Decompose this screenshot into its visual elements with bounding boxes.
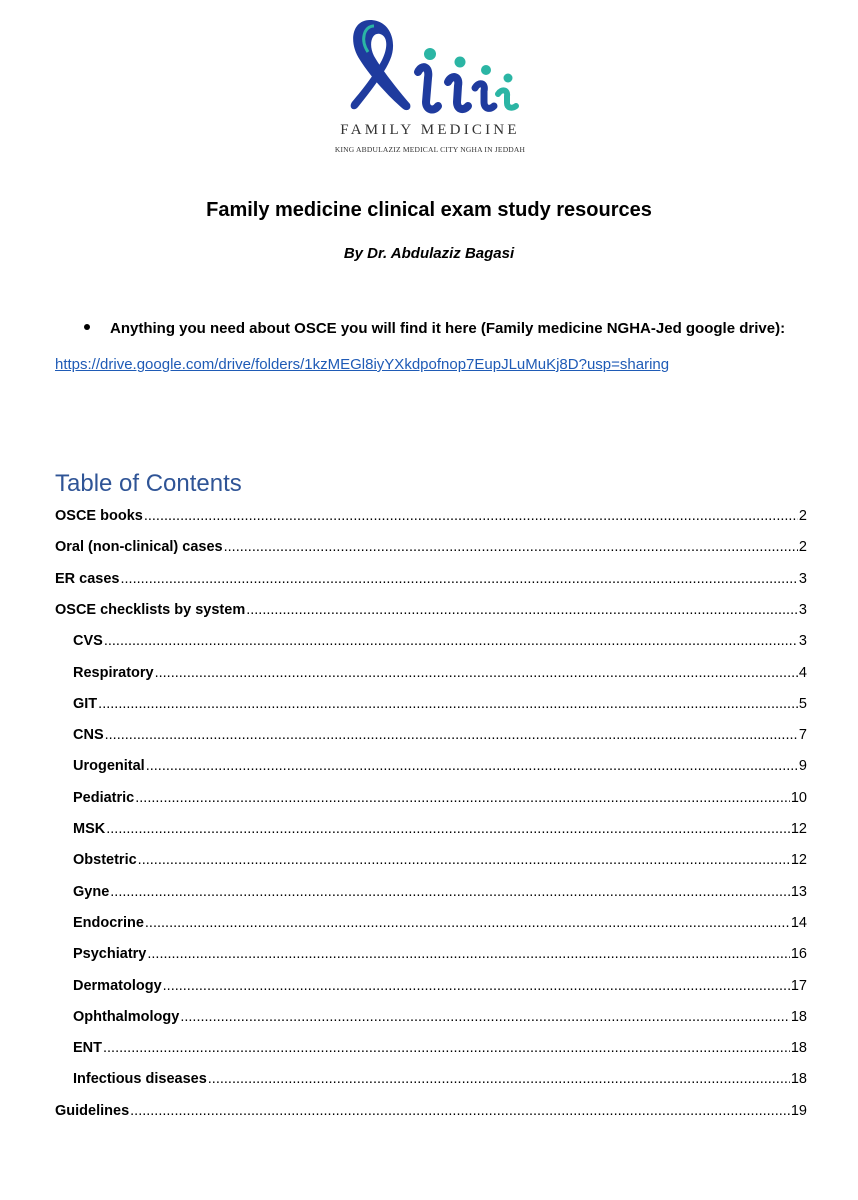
toc-entry[interactable] [73, 663, 807, 683]
toc-entry[interactable] [55, 537, 807, 557]
toc-entry-page: 3 [798, 570, 807, 587]
toc-dot-leader [106, 819, 790, 839]
toc-entry[interactable] [73, 882, 807, 902]
logo-subtitle: KING ABDULAZIZ MEDICAL CITY NGHA IN JEDDAH [334, 145, 526, 154]
toc-entry-label: Pediatric [73, 789, 135, 806]
toc-dot-leader [103, 1038, 790, 1058]
toc-dot-leader [104, 631, 798, 651]
toc-entry[interactable] [73, 850, 807, 870]
toc-entry[interactable] [55, 600, 807, 620]
logo-title: FAMILY MEDICINE [340, 122, 520, 138]
toc-entry[interactable] [73, 976, 807, 996]
toc-entry[interactable] [73, 788, 807, 808]
toc-entry-label: OSCE checklists by system [55, 601, 246, 618]
toc-entry-page: 18 [790, 1008, 807, 1025]
toc-entry-label: GIT [73, 695, 98, 712]
toc-entry-page: 14 [790, 914, 807, 931]
toc-entry[interactable] [73, 694, 807, 714]
toc-entry-label: Urogenital [73, 758, 145, 775]
toc-dot-leader [138, 850, 790, 870]
toc-entry[interactable] [73, 913, 807, 933]
toc-dot-leader [121, 569, 798, 589]
toc-entry-page: 7 [798, 727, 807, 744]
toc-entry-label: Guidelines [55, 1102, 130, 1119]
toc-entry-page: 9 [798, 758, 807, 775]
toc-dot-leader [145, 913, 790, 933]
toc-entry-page: 13 [790, 883, 807, 900]
toc-dot-leader [224, 537, 798, 557]
toc-dot-leader [147, 944, 790, 964]
toc-dot-leader [146, 756, 798, 776]
toc-entry-page: 2 [798, 539, 807, 556]
toc-entry-page: 17 [790, 977, 807, 994]
toc-entry[interactable] [55, 569, 807, 589]
toc-entry-label: Gyne [73, 883, 110, 900]
toc-entry-label: Dermatology [73, 977, 162, 994]
toc-entry-label: Infectious diseases [73, 1071, 207, 1088]
toc-entry-label: OSCE books [55, 508, 143, 524]
toc-entry[interactable] [55, 1101, 807, 1121]
toc-dot-leader [105, 725, 798, 745]
toc-entry-label: CVS [73, 633, 103, 650]
toc-dot-leader [155, 663, 798, 683]
toc-entry-page: 12 [790, 852, 807, 869]
toc-dot-leader [208, 1069, 790, 1089]
toc-dot-leader [163, 976, 790, 996]
toc-entry[interactable] [73, 944, 807, 964]
toc-entry[interactable] [55, 506, 807, 526]
toc-heading: Table of Contents [55, 470, 242, 497]
document-title: Family medicine clinical exam study resources [206, 199, 652, 221]
toc-entry[interactable] [73, 1038, 807, 1058]
toc-dot-leader [98, 694, 798, 714]
toc-entry-label: ER cases [55, 570, 120, 587]
toc-entry[interactable] [73, 756, 807, 776]
toc-entry-label: Oral (non-clinical) cases [55, 539, 223, 556]
toc-dot-leader [144, 506, 798, 526]
toc-entry-page: 12 [790, 821, 807, 837]
toc-entry-page: 2 [798, 508, 807, 524]
toc-dot-leader [110, 882, 790, 902]
toc-entry[interactable] [73, 819, 807, 839]
toc-entry-page: 16 [790, 946, 807, 963]
document-author: By Dr. Abdulaziz Bagasi [343, 245, 515, 262]
toc-entry-label: Obstetric [73, 852, 137, 869]
toc-entry-page: 18 [790, 1071, 807, 1088]
toc-dot-leader [180, 1007, 790, 1027]
toc-dot-leader [135, 788, 790, 808]
toc-entry[interactable] [73, 631, 807, 651]
toc-entry[interactable] [73, 1007, 807, 1027]
toc-dot-leader [130, 1101, 790, 1121]
toc-entry-page: 4 [798, 664, 807, 681]
toc-entry-page: 10 [790, 789, 807, 806]
toc-entry-page: 19 [790, 1102, 807, 1119]
toc-dot-leader [246, 600, 798, 620]
google-drive-link[interactable]: https://drive.google.com/drive/folders/1kzMEGl8iyYXkdpofnop7EupJLuMuKj8D?usp=sharing [55, 356, 670, 373]
toc-entry-label: Ophthalmology [73, 1008, 180, 1025]
toc-entry-label: MSK [73, 821, 106, 837]
toc-entry-label: Respiratory [73, 664, 154, 681]
resource-bullet-text: Anything you need about OSCE you will find it here (Family medicine NGHA-Jed google drive): [110, 320, 786, 337]
toc-entry-label: Endocrine [73, 914, 144, 931]
toc-entry-page: 3 [798, 601, 807, 618]
toc-entry-label: CNS [73, 727, 104, 744]
toc-entry-label: ENT [73, 1040, 102, 1057]
toc-entry-page: 3 [798, 633, 807, 650]
toc-entry-label: Psychiatry [73, 946, 147, 963]
toc-entry-page: 5 [798, 695, 807, 712]
toc-entry-page: 18 [790, 1040, 807, 1057]
toc-entry[interactable] [73, 725, 807, 745]
toc-entry[interactable] [73, 1069, 807, 1089]
